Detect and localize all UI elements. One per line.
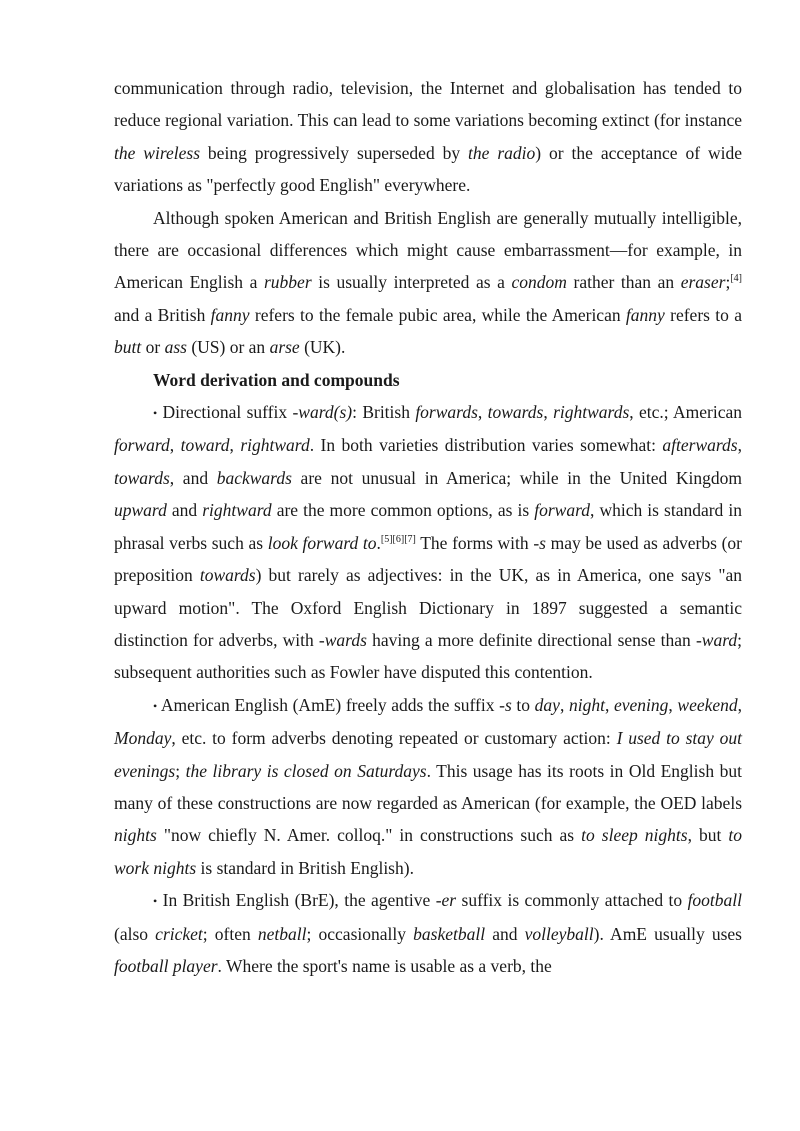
- text-run: being progressively superseded by: [200, 142, 469, 163]
- italic-term: rightward: [202, 500, 272, 521]
- section-heading: Word derivation and compounds: [153, 369, 400, 390]
- italic-term: rubber: [264, 272, 312, 293]
- italic-term: volleyball: [524, 923, 594, 944]
- document-page: [114, 72, 742, 982]
- paragraph-media-influence: [114, 72, 742, 202]
- italic-term: basketball: [413, 923, 486, 944]
- text-run: In British English (BrE), the agentive: [157, 890, 436, 911]
- italic-term: eraser: [680, 272, 726, 293]
- text-run: communication through radio, television, the Internet and globalisation has tended to reduce regional variation. This can lead to some variations becoming extinct (for instance: [114, 78, 742, 131]
- italic-term: forwards: [415, 402, 478, 423]
- text-run: ,: [169, 435, 181, 456]
- bullet-adverb-suffix: [114, 689, 742, 884]
- text-run: ;: [175, 760, 186, 781]
- text-run: , and: [169, 467, 217, 488]
- text-run: . This usage has its roots in Old English but many of these constructions are now regarded as American (for example, the OED labels: [114, 760, 742, 813]
- text-run: ,: [604, 694, 614, 715]
- italic-term: rightwards: [553, 402, 630, 423]
- text-run: , which is standard in phrasal verbs such as: [114, 500, 742, 553]
- text-run: The forms with: [415, 532, 534, 553]
- italic-term: nights: [114, 825, 157, 846]
- italic-term: wards: [324, 629, 367, 650]
- text-run: ) or the acceptance of wide variations as "perfectly good English" everywhere.: [114, 142, 742, 196]
- italic-term: I used to stay out evenings: [114, 728, 742, 781]
- italic-term: rightward: [240, 435, 310, 456]
- text-run: is usually interpreted as a: [311, 272, 512, 293]
- text-run: (US) or an: [186, 337, 270, 358]
- italic-term: forward: [114, 435, 170, 456]
- italic-term: -ward: [695, 629, 738, 650]
- text-run: American English (AmE) freely adds the suffix: [157, 694, 500, 715]
- text-run: Although spoken American and British English are generally mutually intelligible, there are occasional differences which might cause embarrassment—for example, in American English a: [114, 207, 742, 293]
- text-run: "now chiefly N. Amer. colloq." in constructions such as: [156, 825, 582, 846]
- bullet-icon: •: [153, 406, 158, 421]
- italic-term: fanny: [625, 304, 665, 325]
- text-run: ; occasionally: [306, 923, 414, 944]
- paragraph-mutual-intelligibility: [114, 202, 742, 364]
- footnote-reference[interactable]: [4]: [730, 273, 742, 285]
- text-run: . Where the sport's name is usable as a verb, the: [217, 955, 552, 976]
- italic-term: -s: [533, 532, 546, 553]
- text-run: refers to the female pubic area, while the American: [249, 304, 626, 325]
- italic-term: to work nights: [114, 825, 742, 878]
- italic-term: -s: [499, 694, 512, 715]
- text-run: ,: [477, 402, 488, 423]
- italic-term: butt: [114, 337, 142, 358]
- italic-term: afterwards: [662, 435, 738, 456]
- text-run: ; often: [202, 923, 258, 944]
- text-run: Directional suffix: [157, 402, 293, 423]
- italic-term: condom: [511, 272, 567, 293]
- text-run: ,: [668, 694, 678, 715]
- italic-term: Monday: [114, 728, 172, 749]
- bullet-icon: •: [153, 894, 158, 909]
- text-run: to: [511, 694, 535, 715]
- text-run: ,: [559, 694, 569, 715]
- text-run: or: [141, 337, 165, 358]
- italic-term: netball: [257, 923, 307, 944]
- text-run: . In both varieties distribution varies somewhat:: [309, 435, 663, 456]
- text-run: ,: [737, 694, 743, 715]
- italic-term: upward: [114, 500, 167, 521]
- text-run: ; subsequent authorities such as Fowler have disputed this contention.: [114, 629, 742, 683]
- footnote-reference[interactable]: [5][6][7]: [380, 533, 416, 545]
- italic-term: -er: [435, 890, 457, 911]
- italic-term: the radio: [468, 142, 536, 163]
- bullet-directional-suffix: [114, 396, 742, 689]
- text-run: (also: [114, 923, 156, 944]
- italic-term: ass: [164, 337, 187, 358]
- text-run: ,: [543, 402, 554, 423]
- text-run: rather than an: [566, 272, 681, 293]
- text-run: : British: [352, 402, 416, 423]
- bullet-icon: •: [153, 698, 158, 713]
- italic-term: football: [687, 890, 743, 911]
- bullet-agentive-suffix: [114, 884, 742, 982]
- text-run: refers to a: [664, 304, 742, 325]
- text-run: are not unusual in America; while in the United Kingdom: [291, 467, 742, 488]
- italic-term: look forward to: [267, 532, 377, 553]
- text-run: (UK).: [299, 337, 346, 358]
- italic-term: -ward(s): [292, 402, 353, 423]
- italic-term: towards: [114, 467, 170, 488]
- text-run: and a British: [114, 304, 211, 325]
- italic-term: day: [534, 694, 560, 715]
- text-run: and: [166, 500, 203, 521]
- text-run: .: [376, 532, 381, 553]
- italic-term: arse: [269, 337, 300, 358]
- italic-term: the wireless: [114, 142, 201, 163]
- text-run: ) but rarely as adjectives: in the UK, as in America, one says "an upward motion". The Oxford English Dictionary in 1897 suggested a semantic distinction for adverbs, with -: [114, 565, 742, 650]
- text-run: ,: [737, 435, 742, 456]
- text-run: ;: [725, 272, 731, 293]
- text-run: is standard in British English).: [196, 857, 414, 878]
- text-run: , etc.; American: [629, 402, 743, 423]
- italic-term: towards: [487, 402, 544, 423]
- italic-term: towards: [199, 565, 256, 586]
- italic-term: to sleep nights: [581, 825, 688, 846]
- italic-term: evening: [613, 694, 669, 715]
- italic-term: cricket: [155, 923, 203, 944]
- text-run: having a more definite directional sense than: [366, 629, 696, 650]
- text-run: are the more common options, as is: [271, 500, 535, 521]
- text-run: and: [485, 923, 525, 944]
- italic-term: night: [568, 694, 605, 715]
- italic-term: football player: [114, 955, 218, 976]
- italic-term: forward: [534, 500, 591, 521]
- text-run: , but: [687, 825, 729, 846]
- italic-term: fanny: [210, 304, 250, 325]
- italic-term: the library is closed on Saturdays: [185, 760, 427, 781]
- italic-term: toward: [180, 435, 230, 456]
- text-run: ,: [229, 435, 241, 456]
- text-run: may be used as adverbs (or preposition: [114, 532, 742, 586]
- text-run: ). AmE usually uses: [593, 923, 742, 944]
- text-run: suffix is commonly attached to: [456, 890, 688, 911]
- italic-term: weekend: [677, 694, 738, 715]
- italic-term: backwards: [216, 467, 292, 488]
- text-run: , etc. to form adverbs denoting repeated or customary action:: [171, 728, 617, 749]
